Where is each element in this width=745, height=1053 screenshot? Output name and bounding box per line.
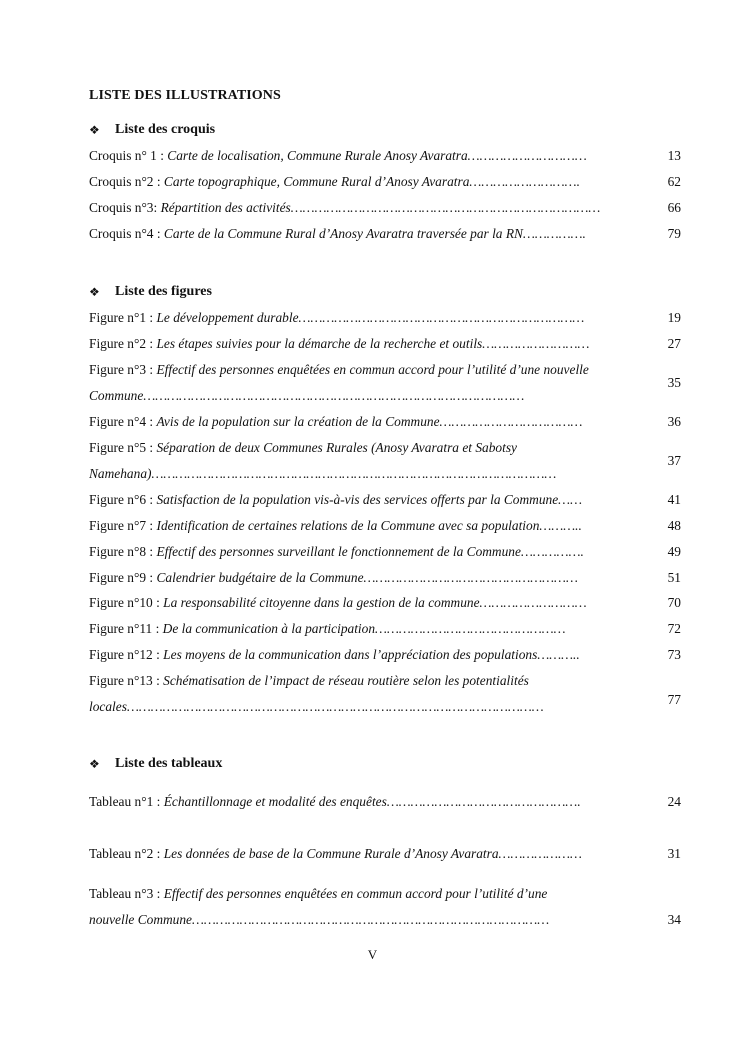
entry-title: Carte de localisation, Commune Rurale Anosy Avaratra — [167, 148, 468, 163]
entry-title: Carte de la Commune Rural d’Anosy Avaratra traversée par la RN — [163, 226, 523, 241]
entry-title: La responsabilité citoyenne dans la gestion de la commune — [163, 595, 480, 610]
toc-entry-figure-6[interactable] — [89, 487, 681, 513]
section-heading-croquis — [89, 120, 215, 140]
toc-entry-croquis-3[interactable] — [89, 195, 681, 221]
toc-entry-figure-5[interactable] — [89, 435, 681, 487]
entry-title: Satisfaction de la population vis-à-vis des services offerts par la Commune — [156, 492, 559, 507]
entry-leader-dots: ………………………… — [467, 148, 587, 163]
entry-page-number: 49 — [667, 544, 681, 559]
entry-leader-dots: ……………………………………………… — [363, 570, 578, 585]
toc-entry-figure-11[interactable] — [89, 616, 681, 642]
toc-entry-figure-7[interactable] — [89, 513, 681, 539]
entry-label: Figure n°13 : — [89, 673, 164, 688]
entry-label: Figure n°1 : — [89, 310, 157, 325]
entry-leader-dots: …………………………………………. — [386, 794, 581, 809]
entry-label: Figure n°2 : — [89, 336, 157, 351]
entry-leader-dots: ……….. — [539, 518, 582, 533]
entry-title: De la communication à la participation — [162, 621, 376, 636]
entry-title-continued: nouvelle Commune — [89, 912, 193, 927]
entry-page-number: 31 — [667, 846, 681, 861]
entry-label: Tableau n°1 : — [89, 794, 164, 809]
entry-page-number: 41 — [667, 492, 681, 507]
entry-label: Figure n°3 : — [89, 362, 157, 377]
entry-title: Effectif des personnes enquêtées en commun accord pour l’utilité d’une — [163, 886, 548, 901]
entry-page-number: 19 — [667, 310, 681, 325]
entry-label: Figure n°8 : — [89, 544, 157, 559]
entry-page-number: 34 — [667, 912, 681, 927]
entry-leader-dots: ………………………………………… — [375, 621, 566, 636]
entry-label: Croquis n°3: — [89, 200, 161, 215]
page-footer-number: V — [367, 947, 378, 962]
entry-page-number: 51 — [667, 570, 681, 585]
entry-label: Tableau n°2 : — [89, 846, 164, 861]
toc-entry-tableau-1[interactable] — [89, 789, 681, 815]
entry-page-number: 24 — [667, 794, 681, 809]
entry-title: Avis de la population sur la création de la Commune — [156, 414, 440, 429]
entry-label: Figure n°9 : — [89, 570, 157, 585]
entry-leader-dots: ………………………………………………………………………………………… — [151, 466, 557, 481]
entry-title: Échantillonnage et modalité des enquêtes — [163, 794, 387, 809]
entry-page-number: 37 — [667, 453, 681, 468]
diamond-bullet-icon: ❖ — [89, 284, 100, 299]
toc-entry-figure-8[interactable] — [89, 539, 681, 565]
entry-title: Les moyens de la communication dans l’appréciation des populations — [163, 647, 538, 662]
toc-entry-figure-10[interactable] — [89, 590, 681, 616]
entry-page-number: 35 — [667, 375, 681, 390]
entry-leader-dots: …………………………………………………………………………………… — [143, 388, 525, 403]
entry-title: Répartition des activités — [160, 200, 291, 215]
entry-leader-dots: ……………. — [522, 226, 586, 241]
toc-entry-figure-1[interactable] — [89, 305, 681, 331]
section-heading-label: Liste des tableaux — [115, 756, 223, 771]
entry-page-number: 73 — [667, 647, 681, 662]
entry-page-number: 13 — [667, 148, 681, 163]
toc-entry-croquis-2[interactable] — [89, 169, 681, 195]
entry-leader-dots: ……………………… — [482, 336, 590, 351]
entry-label: Figure n°10 : — [89, 595, 164, 610]
entry-leader-dots: …………………………………………………………………… — [290, 200, 601, 215]
entry-title: Les données de base de la Commune Rurale d’Anosy Avaratra — [163, 846, 499, 861]
entry-label: Croquis n° 1 : — [89, 148, 168, 163]
toc-entry-figure-13[interactable] — [89, 668, 681, 720]
entry-title-continued: Namehana) — [89, 466, 152, 481]
toc-entry-figure-2[interactable] — [89, 331, 681, 357]
toc-entry-figure-4[interactable] — [89, 409, 681, 435]
page-title: LISTE DES ILLUSTRATIONS — [89, 88, 281, 103]
entry-leader-dots: ……………………… — [479, 595, 587, 610]
toc-entry-tableau-3[interactable] — [89, 881, 681, 933]
entry-label: Figure n°11 : — [89, 621, 163, 636]
entry-label: Figure n°12 : — [89, 647, 164, 662]
section-heading-figures — [89, 282, 212, 302]
entry-title: Le développement durable — [156, 310, 299, 325]
toc-entry-figure-9[interactable] — [89, 565, 681, 591]
entry-title: Séparation de deux Communes Rurales (Anosy Avaratra et Sabotsy — [156, 440, 517, 455]
entry-title: Effectif des personnes surveillant le fonctionnement de la Commune — [156, 544, 521, 559]
entry-page-number: 70 — [667, 595, 681, 610]
entry-label: Figure n°7 : — [89, 518, 157, 533]
entry-label: Figure n°5 : — [89, 440, 157, 455]
entry-title-continued: locales — [89, 699, 127, 714]
entry-leader-dots: ……………………………………………………………… — [298, 310, 585, 325]
entry-label: Figure n°6 : — [89, 492, 157, 507]
toc-entry-croquis-4[interactable] — [89, 221, 681, 247]
entry-title: Identification de certaines relations de la Commune avec sa population — [156, 518, 540, 533]
entry-label: Tableau n°3 : — [89, 886, 164, 901]
toc-entry-figure-12[interactable] — [89, 642, 681, 668]
entry-leader-dots: ……………………………………………………………………………… — [192, 912, 550, 927]
section-heading-label: Liste des figures — [115, 284, 212, 299]
entry-leader-dots: ………………… — [498, 846, 582, 861]
entry-label: Croquis n°4 : — [89, 226, 164, 241]
section-heading-tableaux — [89, 754, 222, 774]
entry-leader-dots: ……………………………… — [439, 414, 583, 429]
entry-title: Schématisation de l’impact de réseau routière selon les potentialités — [163, 673, 529, 688]
entry-page-number: 66 — [667, 200, 681, 215]
diamond-bullet-icon: ❖ — [89, 122, 100, 137]
entry-leader-dots: ………………………. — [469, 174, 580, 189]
entry-page-number: 79 — [667, 226, 681, 241]
entry-page-number: 27 — [667, 336, 681, 351]
entry-label: Croquis n°2 : — [89, 174, 164, 189]
toc-entry-croquis-1[interactable] — [89, 143, 681, 169]
entry-leader-dots: …… — [558, 492, 582, 507]
section-heading-label: Liste des croquis — [115, 122, 216, 137]
entry-title: Les étapes suivies pour la démarche de la recherche et outils — [156, 336, 483, 351]
toc-entry-tableau-2[interactable] — [89, 841, 681, 867]
document-page — [89, 0, 681, 1053]
entry-page-number: 48 — [667, 518, 681, 533]
entry-leader-dots: ……………. — [520, 544, 584, 559]
entry-title: Effectif des personnes enquêtées en commun accord pour l’utilité d’une nouvelle — [156, 362, 589, 377]
entry-leader-dots: …………………………………………………………………………………………… — [126, 699, 544, 714]
entry-page-number: 36 — [667, 414, 681, 429]
entry-title-continued: Commune — [89, 388, 144, 403]
entry-page-number: 72 — [667, 621, 681, 636]
entry-leader-dots: ……….. — [537, 647, 580, 662]
diamond-bullet-icon: ❖ — [89, 756, 100, 771]
toc-entry-figure-3[interactable] — [89, 357, 681, 409]
entry-page-number: 62 — [667, 174, 681, 189]
entry-title: Carte topographique, Commune Rural d’Anosy Avaratra — [163, 174, 470, 189]
entry-label: Figure n°4 : — [89, 414, 157, 429]
entry-page-number: 77 — [667, 692, 681, 707]
entry-title: Calendrier budgétaire de la Commune — [156, 570, 364, 585]
